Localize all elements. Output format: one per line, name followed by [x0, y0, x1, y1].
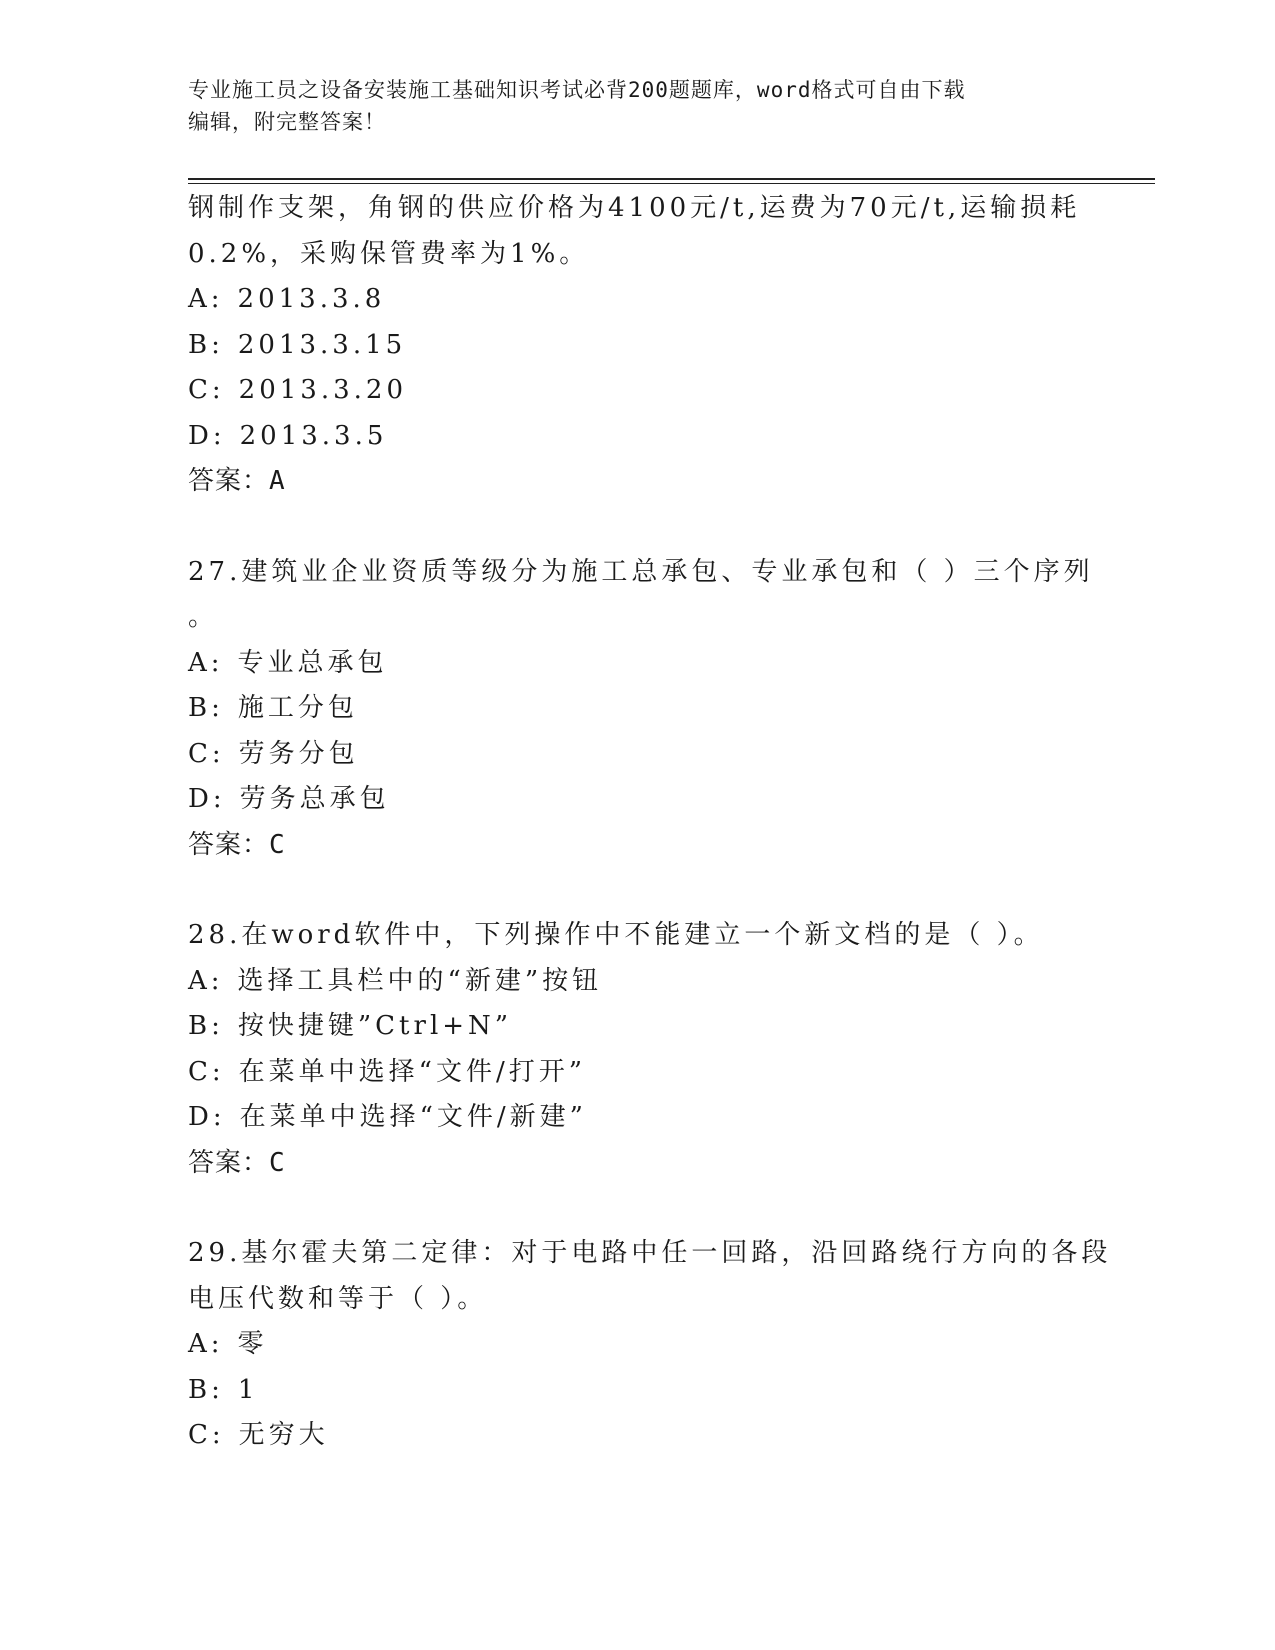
option-c: [188, 368, 1088, 414]
answer-label: 答案：: [188, 829, 270, 860]
question-text-line: 电压代数和等于（ ）。: [188, 1283, 488, 1314]
header-rule-thick: [188, 178, 1155, 180]
option-a: [188, 959, 1088, 1005]
answer-line: [188, 1141, 1088, 1187]
option-a: [188, 641, 1088, 687]
option-letter: A:: [188, 1329, 224, 1359]
option-text: 1: [237, 1374, 259, 1405]
option-letter: D:: [188, 1102, 226, 1132]
option-text: 劳务总承包: [239, 784, 390, 814]
question-continuation: [188, 186, 1088, 505]
question-27: [188, 550, 1094, 869]
option-letter: D:: [188, 420, 226, 451]
answer-label: 答案：: [188, 1147, 270, 1178]
question-text-line: 28.在word软件中，下列操作中不能建立一个新文档的是（ ）。: [188, 920, 1044, 950]
option-letter: B:: [188, 329, 224, 360]
option-text: 在菜单中选择“文件/打开”: [238, 1056, 587, 1087]
option-text: 2013.3.20: [238, 375, 407, 405]
option-letter: A:: [188, 647, 224, 678]
answer-label: 答案：: [188, 466, 270, 496]
header-line-2: 编辑，附完整答案！: [188, 110, 386, 134]
option-text: 劳务分包: [238, 738, 359, 769]
option-c: [188, 1413, 1088, 1459]
option-text: 按快捷键”Ctrl+N”: [237, 1011, 513, 1041]
option-text: 无穷大: [238, 1420, 329, 1450]
option-letter: B:: [188, 1011, 224, 1041]
option-d: [188, 777, 1088, 823]
option-text: 在菜单中选择“文件/新建”: [239, 1102, 587, 1132]
option-text: 2013.3.8: [237, 284, 386, 314]
option-text: 施工分包: [237, 693, 358, 723]
question-text-line: 0.2%，采购保管费率为1%。: [188, 238, 590, 269]
option-text: 专业总承包: [237, 647, 388, 678]
header-line-1: 专业施工员之设备安装施工基础知识考试必背200题题库，word格式可自由下载: [188, 78, 966, 102]
option-b: [188, 686, 1088, 732]
option-text: 2013.3.15: [237, 329, 407, 360]
question-text-line: 27.建筑业企业资质等级分为施工总承包、专业承包和（ ）三个序列: [188, 556, 1094, 587]
option-c: [188, 1050, 1088, 1096]
spacer: [188, 505, 1088, 550]
spacer: [188, 868, 1088, 913]
answer-value: C: [269, 1147, 286, 1178]
document-body: [188, 186, 1112, 1459]
option-c: [188, 732, 1088, 778]
option-letter: C:: [188, 1420, 225, 1450]
page-header: [188, 74, 1088, 138]
question-29: [188, 1231, 1112, 1459]
question-text-line: 29.基尔霍夫第二定律：对于电路中任一回路，沿回路绕行方向的各段: [188, 1238, 1112, 1268]
question-text-line: 钢制作支架，角钢的供应价格为4100元/t,运费为70元/t,运输损耗: [188, 193, 1081, 223]
option-letter: D:: [188, 784, 226, 814]
option-b: [188, 1368, 1088, 1414]
spacer: [188, 1186, 1088, 1231]
option-a: [188, 277, 1088, 323]
question-28: [188, 913, 1088, 1186]
option-letter: B:: [188, 1374, 224, 1405]
option-letter: C:: [188, 738, 225, 769]
option-letter: B:: [188, 693, 224, 723]
question-text-line: 。: [188, 602, 219, 632]
answer-line: [188, 459, 1088, 505]
answer-value: C: [269, 829, 286, 860]
option-text: 2013.3.5: [239, 420, 388, 451]
option-d: [188, 414, 1088, 460]
option-letter: C:: [188, 1056, 225, 1087]
answer-value: A: [269, 466, 286, 496]
option-a: [188, 1322, 1088, 1368]
header-rule-thin: [188, 183, 1155, 184]
answer-line: [188, 823, 1088, 869]
option-text: 零: [237, 1329, 268, 1359]
option-d: [188, 1095, 1088, 1141]
option-text: 选择工具栏中的“新建”按钮: [237, 965, 603, 996]
option-b: [188, 323, 1088, 369]
option-letter: A:: [188, 965, 224, 996]
option-letter: A:: [188, 284, 224, 314]
option-b: [188, 1004, 1088, 1050]
option-letter: C:: [188, 375, 225, 405]
